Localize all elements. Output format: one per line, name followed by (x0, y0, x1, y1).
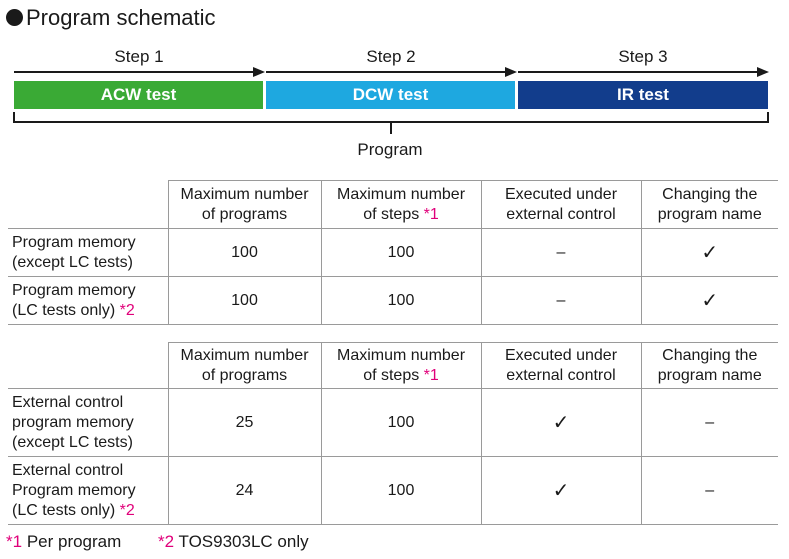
step-3-label: Step 3 (618, 47, 668, 66)
table-row (8, 457, 778, 525)
header-external-control: Executed under external control (481, 181, 641, 229)
dcw-test-bar: DCW test (266, 81, 515, 109)
cell-changing-name: – (641, 389, 778, 457)
table-header-row (8, 181, 778, 229)
header-max-steps: Maximum number of steps *1 (321, 181, 481, 229)
cell-max-programs: 25 (168, 389, 321, 457)
header-changing-name: Changing the program name (641, 343, 778, 389)
step-1-label: Step 1 (114, 47, 164, 66)
schematic-title (6, 4, 216, 32)
step-2-arrow-icon (265, 65, 519, 79)
cell-max-programs: 100 (168, 277, 321, 325)
cell-max-programs: 24 (168, 457, 321, 525)
table-row (8, 277, 778, 325)
check-icon: ✓ (481, 389, 641, 457)
cell-max-steps: 100 (321, 229, 481, 277)
header-external-control: Executed under external control (481, 343, 641, 389)
header-max-steps: Maximum number of steps *1 (321, 343, 481, 389)
footnote-1: *1 Per program (6, 532, 122, 551)
cell-max-steps: 100 (321, 277, 481, 325)
cell-max-steps: 100 (321, 389, 481, 457)
program-bracket-icon (12, 112, 772, 136)
row-name: External control program memory (except LC tests) (8, 389, 168, 457)
row-name: Program memory (LC tests only) *2 (8, 277, 168, 325)
table-header-row (8, 343, 778, 389)
bullet-icon (6, 9, 23, 26)
row-name: Program memory (except LC tests) (8, 229, 168, 277)
footnote-2: *2 TOS9303LC only (158, 532, 309, 551)
step-1-arrow-icon (13, 65, 267, 79)
step-3-arrow-icon (517, 65, 771, 79)
check-icon: ✓ (641, 277, 778, 325)
step-2-label: Step 2 (366, 47, 416, 66)
header-max-programs: Maximum number of programs (168, 343, 321, 389)
header-changing-name: Changing the program name (641, 181, 778, 229)
cell-max-steps: 100 (321, 457, 481, 525)
cell-external-control: – (481, 277, 641, 325)
header-max-programs: Maximum number of programs (168, 181, 321, 229)
table-row (8, 389, 778, 457)
acw-test-bar: ACW test (14, 81, 263, 109)
table-row (8, 229, 778, 277)
external-control-memory-table (8, 342, 778, 525)
program-memory-table (8, 180, 778, 325)
cell-external-control: – (481, 229, 641, 277)
cell-changing-name: – (641, 457, 778, 525)
check-icon: ✓ (641, 229, 778, 277)
check-icon: ✓ (481, 457, 641, 525)
ir-test-bar: IR test (518, 81, 768, 109)
program-label: Program (357, 140, 423, 159)
title-text: Program schematic (26, 5, 216, 30)
cell-max-programs: 100 (168, 229, 321, 277)
row-name: External control Program memory (LC tests only) *2 (8, 457, 168, 525)
